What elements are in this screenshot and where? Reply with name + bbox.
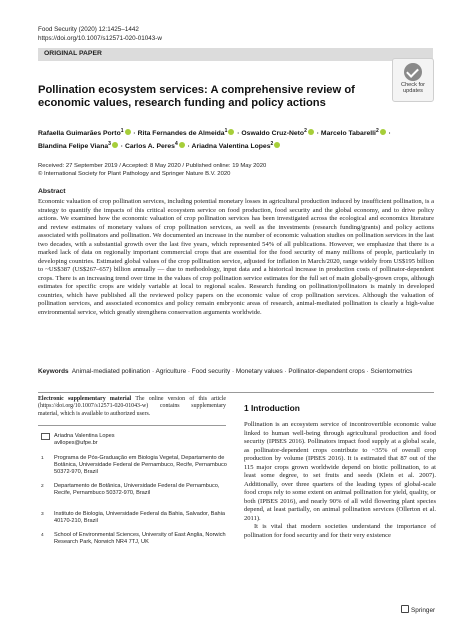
intro-paragraph-2: It is vital that modern societies understand the importance of pollination for food security and for their very existence <box>244 523 436 539</box>
envelope-icon <box>41 433 50 440</box>
keywords-list: Animal-mediated pollination · Agriculture · Food security · Monetary values · Pollinator-dependent crops · Scientometrics <box>71 368 413 375</box>
checkmark-icon <box>404 63 422 81</box>
paper-title: Pollination ecosystem services: A comprehensive review of economic values, research funding and policy actions <box>38 84 355 110</box>
affiliation-text: School of Environmental Sciences, University of East Anglia, Norwich Research Park, Norwich NR4 7TJ, UK <box>54 532 226 546</box>
publisher-name: Springer <box>411 607 436 614</box>
affiliation-sup: 2 <box>304 128 307 134</box>
affiliation-sup: 4 <box>174 141 178 147</box>
author-name[interactable]: Blandina Felipe Viana <box>38 143 109 150</box>
orcid-icon[interactable] <box>112 142 118 148</box>
affiliation-number: 2 <box>41 484 44 489</box>
abstract-text: Economic valuation of crop pollination services, including potential monetary losses in agricultural production induced by insufficient pollination, is a strategy to quantify the impacts of this critical ecosystem service on food production, food security and the global economy, and to drive policy actions. We examined how the economic valuation of crop pollination services has been investigated across the ecological and economics literature and review estimates of monetary values of crop pollination services, as well as the investments (research funding/grants) and policy actions associated with pollinators and pollination. We documented an increase in the number of economic valuation studies on pollination services in the last two decades, with a substantial growth over the last five years, which represented 54% of all publications. However, we emphasize that there is a marked lack of data on regionally important commercial crops that are essential for the food security of many millions of people, particularly in developing countries. Estimated global values of the crop pollination service, adjusted for inflation in March/2020, range widely from US$195 billion to ~US$387 (US$267–657) billion annually — due to methodology, input data and a historical increase in production costs of pollinator-dependent crops. There is an increasing trend over time in the values of crop pollination service estimates for the full set of main globally-grown crops, although estimates for specific crops are widely variable at local to regional scales. Research funding on pollination/pollinators is mainly in developed countries, which have published all the reviewed policy papers on the economic value of crop pollination services. Although the valuation of pollination services, and associated economics and policy remain embryonic areas of research, animal-mediated pollination is clearly a high-value environmental service, which greatly strengthens conservation arguments worldwide. <box>38 198 434 316</box>
author-name[interactable]: Carlos A. Peres <box>124 143 175 150</box>
doi-link[interactable]: https://doi.org/10.1007/s12571-020-01043-w <box>38 34 162 42</box>
affiliation-text: Programa de Pós-Graduação em Biologia Vegetal, Departamento de Botânica, Universidade Federal de Pernambuco, Recife, Pernambuco 50372-970, Brazil <box>54 455 227 476</box>
copyright-line: © International Society for Plant Pathology and Springer Nature B.V. 2020 <box>38 170 231 177</box>
author-name[interactable]: Marcelo Tabarelli <box>320 130 376 137</box>
orcid-icon[interactable] <box>308 129 314 135</box>
supplementary-note <box>38 396 226 418</box>
corresponding-name: Ariadna Valentina Lopes <box>54 433 115 439</box>
author-list: Rafaella Guimarães Porto$^1$ · Rita Fernandes de Almeida$^1$ · Oswaldo Cruz-Neto$^2$ · Marcelo Tabarelli$^2$ · Blandina Felipe Viana$^3$ · Carlos A. Peres$^4$ · Ariadna Valentina Lopes$^2$ <box>38 128 391 150</box>
keywords <box>38 368 434 377</box>
check-updates-line1: Check for <box>401 82 425 88</box>
affiliation-sup: 2 <box>270 141 274 147</box>
footnote-divider <box>38 425 226 426</box>
history-line: Received: 27 September 2019 / Accepted: 8 May 2020 / Published online: 19 May 2020 <box>38 163 267 169</box>
paper-type-label: ORIGINAL PAPER <box>44 50 102 57</box>
affiliation-number: 1 <box>41 456 44 461</box>
affiliation-number: 3 <box>41 512 44 517</box>
author-name[interactable]: Rita Fernandes de Almeida <box>137 130 225 137</box>
affiliation-sup: 2 <box>375 128 379 134</box>
check-updates-line2: updates <box>403 88 423 95</box>
section-heading-introduction: 1 Introduction <box>244 403 300 413</box>
author-name[interactable]: Ariadna Valentina Lopes <box>191 143 271 150</box>
orcid-icon[interactable] <box>179 142 185 148</box>
publisher-logo <box>401 605 435 614</box>
affiliation-sup: 3 <box>108 141 111 147</box>
journal-header <box>38 26 162 43</box>
introduction-text <box>244 421 436 540</box>
orcid-icon[interactable] <box>380 129 386 135</box>
orcid-icon[interactable] <box>228 129 234 135</box>
section-divider <box>38 392 434 393</box>
affiliation-sup: 1 <box>120 128 124 134</box>
author-name[interactable]: Rafaella Guimarães Porto <box>38 130 121 137</box>
esm-text[interactable]: The online version of this article (https://doi.org/10.1007/s12571-020-01043-w) contains supplementary material, which is available to authorized users. <box>38 396 226 417</box>
check-for-updates-button[interactable] <box>392 58 434 102</box>
abstract-heading: Abstract <box>38 188 66 195</box>
affiliation-text: Instituto de Biologia, Universidade Federal da Bahia, Salvador, Bahia 40170-210, Brazil <box>54 511 226 525</box>
author-name[interactable]: Oswaldo Cruz-Neto <box>241 130 305 137</box>
affiliation-number: 4 <box>41 533 44 538</box>
journal-citation: Food Security (2020) 12:1425–1442 <box>38 26 139 33</box>
orcid-icon[interactable] <box>274 142 280 148</box>
keywords-label: Keywords <box>38 368 69 375</box>
orcid-icon[interactable] <box>125 129 131 135</box>
intro-paragraph-1: Pollination is an ecosystem service of incontrovertible economic value linked to human well-being through agricultural production and food security (IPBES 2016). Pollinators impact food supply at a global scale, as pollinator-dependent crops contribute to ~35% of overall crop production by volume (IPBES 2016). It is estimated that 87 out of the 115 major crops grown worldwide depend on biotic pollination, to at least some degree, to set fruits and seeds (Klein et al. 2007). Additionally, over three quarters of the leading types of global-scale food crops rely to some extent on animal pollination for yield, quality, or both (IPBES 2016), and nearly 90% of all wild flowering plant species depend, at least partially, on animal pollination services (Ollerton et al. 2011). <box>244 421 436 522</box>
affiliation-sup: 1 <box>224 128 228 134</box>
esm-label: Electronic supplementary material <box>38 396 132 402</box>
affiliation-text: Departamento de Botânica, Universidade Federal de Pernambuco, Recife, Pernambuco 50372-970, Brazil <box>54 483 220 497</box>
corresponding-email[interactable]: avllopes@ufpe.br <box>54 440 98 447</box>
springer-horse-icon <box>401 605 409 613</box>
publication-dates <box>38 163 438 178</box>
